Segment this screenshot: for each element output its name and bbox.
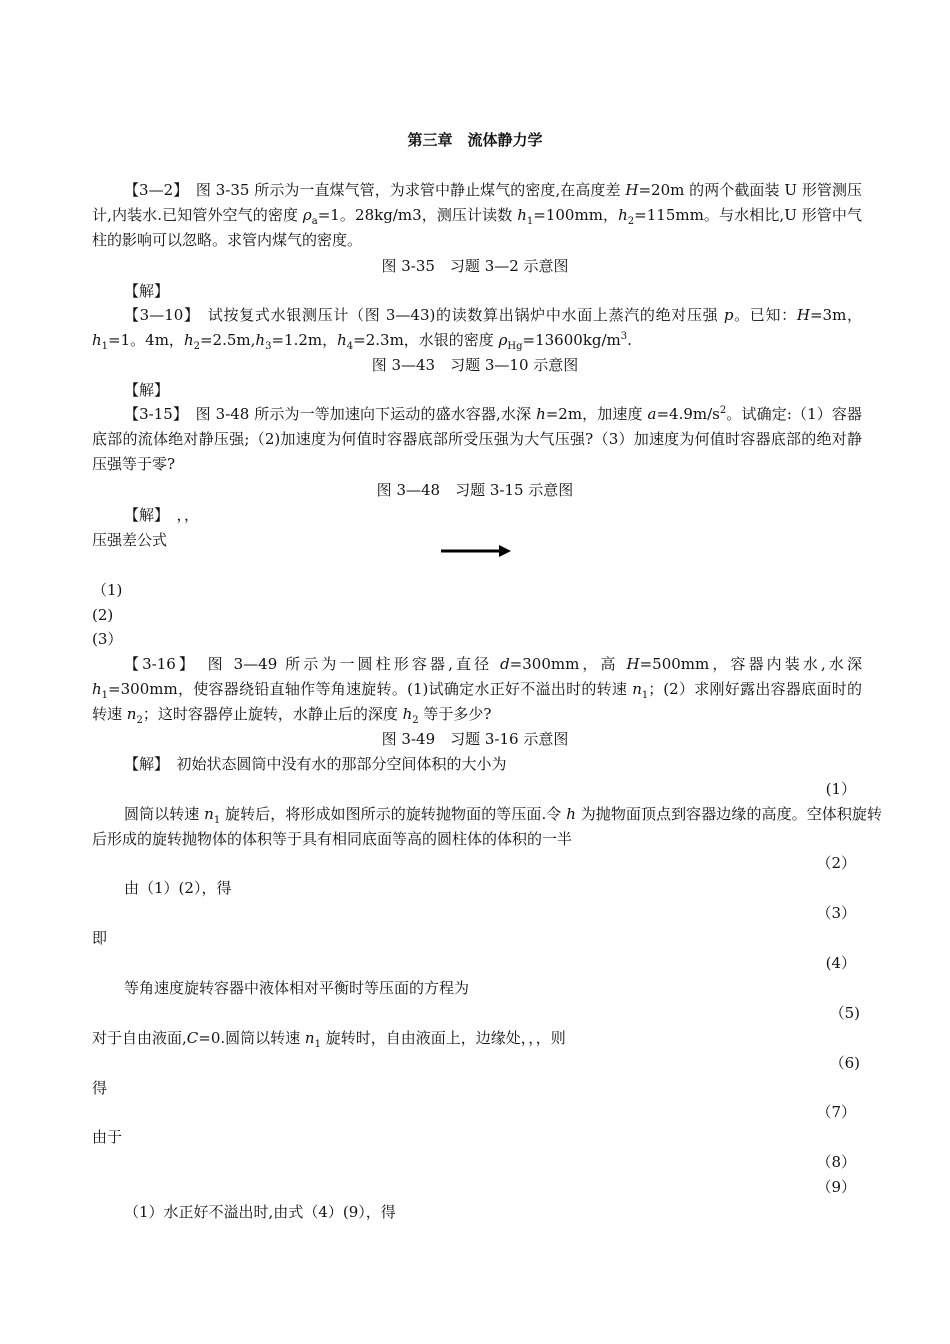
- paragraph-rotation: 圆筒以转速 $n_1$ 旋转后，将形成如图所示的旋转抛物面的等压面.令 h 为抛物面顶点到容器边缘的高度。空体积旋转后形成的旋转抛物体的体积等于具有相同底面等高的圆柱体的体积的一半: [92, 805, 882, 848]
- figure-caption-3-43: 图 3—43 习题 3—10 示意图: [371, 356, 579, 374]
- text-line: 由于: [92, 1128, 123, 1146]
- problem-tag: 【3—2】: [124, 181, 181, 199]
- problem-tag: 【3-16】: [124, 655, 190, 673]
- figure-caption-3-35: 图 3-35 习题 3—2 示意图: [381, 257, 569, 275]
- problem-3-15: 【3-15】 图 3-48 所示为一等加速向下运动的盛水容器,水深 h=2m，加速度 $a=4.9m/s^2$。试确定:（1）容器底部的流体绝对静压强;（2)加速度为何值时容器底部所受压强为大气压强?（3）加速度为何值时容器底部的绝对静压强等于零?: [92, 405, 863, 473]
- figure-caption-3-49: 图 3-49 习题 3-16 示意图: [381, 730, 569, 748]
- figure-caption-3-48: 图 3—48 习题 3-15 示意图: [376, 481, 574, 499]
- text-line: 对于自由液面,C=0.圆筒以转速 $n_1$ 旋转时，自由液面上，边缘处，，，则: [92, 1029, 566, 1050]
- text-line: 由（1）(2），得: [124, 879, 232, 897]
- solution-label: 【解】 初始状态圆筒中没有水的那部分空间体积的大小为: [124, 755, 507, 773]
- equation-number: （7）: [816, 1103, 856, 1121]
- solution-label: 【解】: [124, 282, 170, 300]
- problem-3-2: 【3—2】 图 3-35 所示为一直煤气管，为求管中静止煤气的密度,在高度差 H=20m 的两个截面装 U 形管测压计,内装水.已知管外空气的密度 $\rho_a=1$。28kg/m3，测压计读数 $h_1=100mm$，$h_2=115mm$。与水相比,U 形管中气柱的影响可以忽略。求管内煤气的密度。: [92, 181, 863, 249]
- equation-number: （2）: [816, 854, 856, 872]
- solution-label: 【解】 ，，: [124, 506, 200, 524]
- problem-tag: 【3-15】: [124, 405, 181, 423]
- equation-number: （6): [829, 1054, 860, 1072]
- solution-label: 【解】: [124, 381, 170, 399]
- equation-number: (1）: [825, 780, 856, 798]
- formula-label: 压强差公式: [92, 531, 168, 549]
- right-arrow-icon: [441, 543, 511, 559]
- text-line: （1）水正好不溢出时,由式（4）(9），得: [124, 1203, 396, 1221]
- problem-3-16: 【3-16】 图 3—49 所示为一圆柱形容器,直径 d=300mm，高 H=500mm，容器内装水,水深 $h_1=300mm$，使容器绕铅直轴作等角速旋转。(1)试确定水正好不溢出时的转速 $n_1$；(2）求刚好露出容器底面时的转速 $n_2$；这时容器停止旋转，水静止后的深度 $h_2$ 等于多少?: [92, 655, 862, 726]
- text-line: 即: [92, 929, 108, 947]
- problem-3-10: 【3—10】 试按复式水银测压计（图 3—43)的读数算出锅炉中水面上蒸汽的绝对压强 p。已知：H=3m，$h_1=1$。4m，$h_2=2.5m,h_3=1.2m$，$h_4=2.3m$，水银的密度 $\rho_{Hg}=13600kg/m^3$.: [92, 306, 862, 352]
- equation-number: (4）: [825, 954, 856, 972]
- equation-number: （3）: [816, 904, 856, 922]
- equation-number: （9）: [816, 1178, 856, 1196]
- list-item: (3）: [92, 630, 123, 648]
- list-item: （1): [92, 581, 123, 599]
- chapter-title: 第三章 流体静力学: [407, 131, 543, 149]
- text-line: 得: [92, 1079, 108, 1097]
- equation-number: （5): [829, 1004, 860, 1022]
- text-line: 等角速度旋转容器中液体相对平衡时等压面的方程为: [124, 979, 470, 997]
- equation-number: （8）: [816, 1153, 856, 1171]
- list-item: (2): [92, 606, 114, 624]
- problem-tag: 【3—10】: [124, 306, 193, 324]
